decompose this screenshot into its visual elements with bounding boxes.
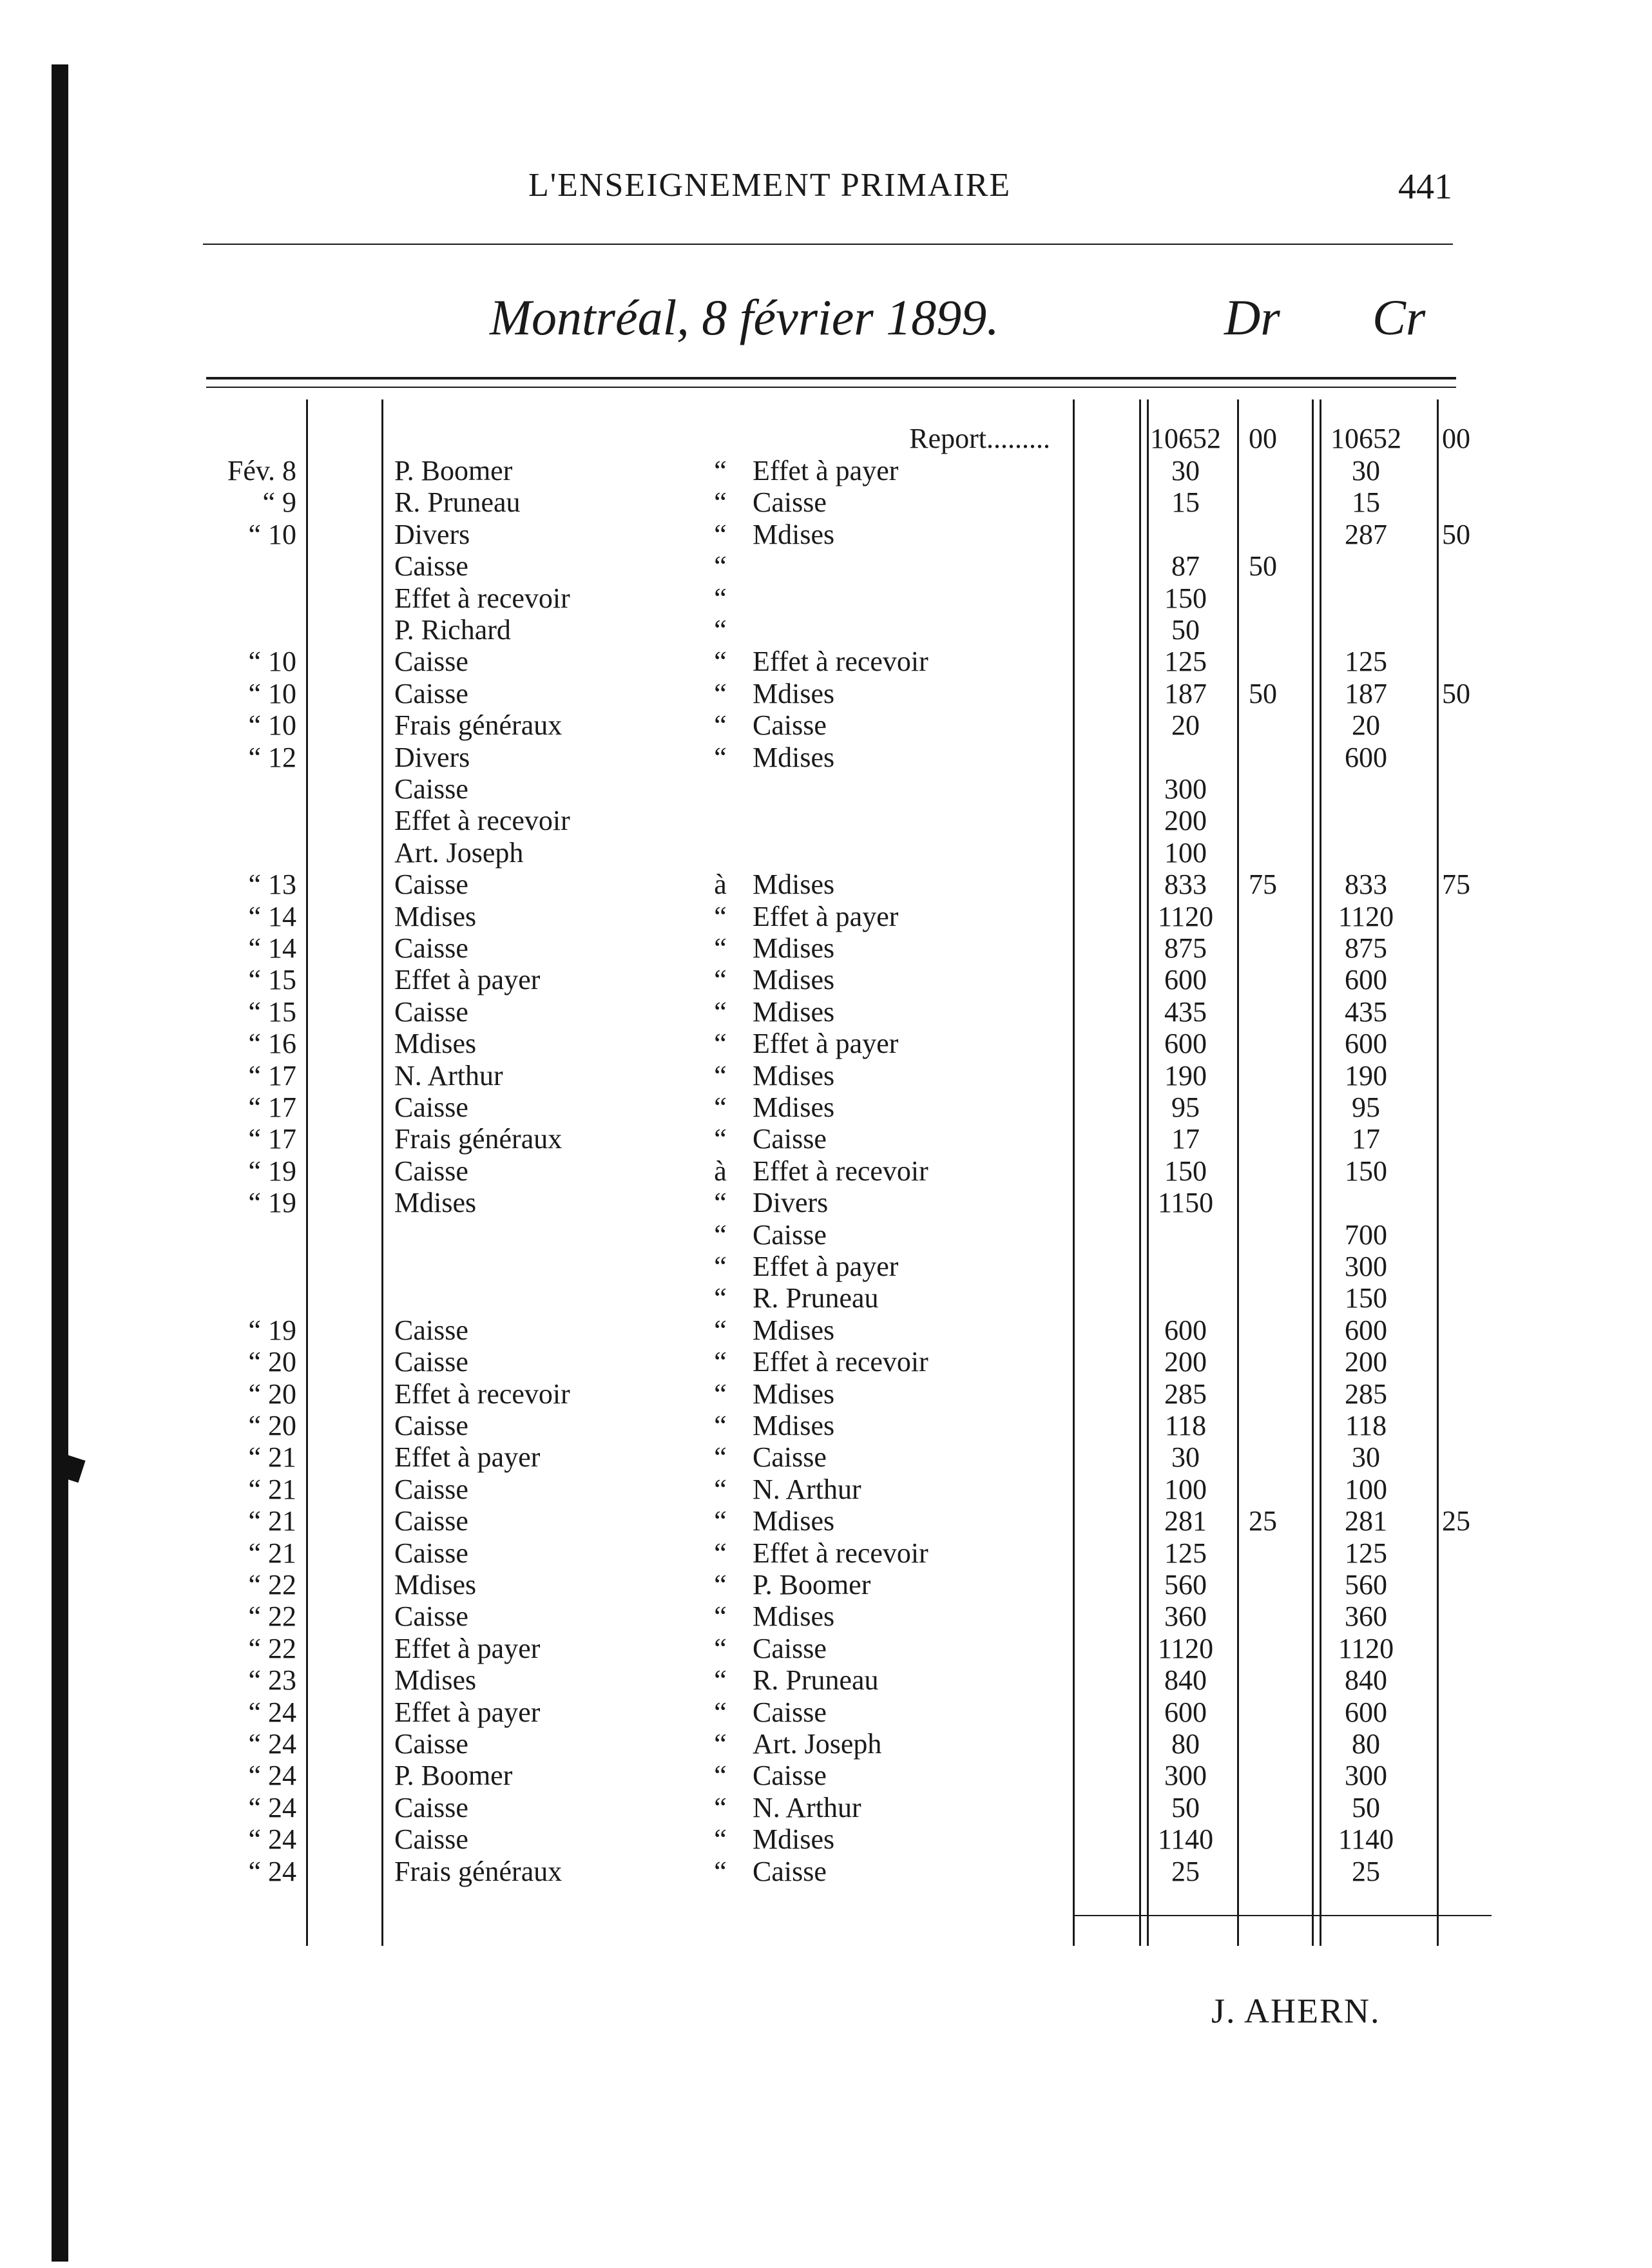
debit-account: Mdises bbox=[394, 1028, 477, 1059]
debit-amount: 25 bbox=[1171, 1856, 1200, 1887]
debit-amount: 100 bbox=[1164, 1474, 1207, 1505]
debit-amount: 50 bbox=[1171, 614, 1200, 646]
journal-title: Montréal, 8 février 1899. bbox=[490, 289, 999, 345]
credit-account: Caisse bbox=[753, 1856, 827, 1887]
credit-account: Caisse bbox=[753, 1219, 827, 1251]
credit-account: Effet à payer bbox=[753, 901, 899, 932]
debit-account: N. Arthur bbox=[394, 1060, 503, 1091]
debit-amount: 125 bbox=[1164, 1537, 1207, 1569]
entry-date: “ 22 bbox=[248, 1600, 296, 1632]
debit-account: Caisse bbox=[394, 1314, 468, 1346]
debit-amount: 15 bbox=[1171, 486, 1200, 518]
connector: “ bbox=[714, 1219, 727, 1251]
report-debit-cents: 00 bbox=[1249, 423, 1277, 454]
credit-account: Effet à payer bbox=[753, 1028, 899, 1059]
entry-date: “ 20 bbox=[248, 1410, 296, 1441]
connector: “ bbox=[714, 1569, 727, 1600]
credit-amount: 281 bbox=[1345, 1505, 1387, 1537]
entry-date: “ 23 bbox=[248, 1664, 296, 1696]
connector: “ bbox=[714, 678, 727, 709]
debit-account: Caisse bbox=[394, 1346, 468, 1378]
debit-account: Frais généraux bbox=[394, 709, 562, 741]
debit-amount: 200 bbox=[1164, 805, 1207, 836]
credit-account: Caisse bbox=[753, 486, 827, 518]
credit-account: Mdises bbox=[753, 932, 835, 964]
debit-amount: 600 bbox=[1164, 1696, 1207, 1728]
credit-cents: 50 bbox=[1442, 678, 1470, 709]
debit-amount: 560 bbox=[1164, 1569, 1207, 1600]
debit-account: Effet à recevoir bbox=[394, 805, 570, 836]
credit-amount: 1120 bbox=[1338, 901, 1394, 932]
credit-heading: Cr bbox=[1372, 289, 1426, 345]
column-rule-dr-cents bbox=[1237, 399, 1239, 1946]
credit-cents: 25 bbox=[1442, 1505, 1470, 1537]
debit-account: Mdises bbox=[394, 1664, 477, 1696]
credit-amount: 840 bbox=[1345, 1664, 1387, 1696]
entry-date: “ 24 bbox=[248, 1792, 296, 1823]
credit-account: Caisse bbox=[753, 1760, 827, 1791]
debit-cents: 75 bbox=[1249, 869, 1277, 900]
debit-account: Effet à payer bbox=[394, 1441, 541, 1473]
connector: “ bbox=[714, 1760, 727, 1791]
entry-date: “ 20 bbox=[248, 1346, 296, 1378]
connector: “ bbox=[714, 1505, 727, 1537]
credit-amount: 30 bbox=[1352, 455, 1380, 486]
entry-date: “ 9 bbox=[262, 486, 296, 518]
debit-account: Effet à payer bbox=[394, 964, 541, 995]
total-rule bbox=[1073, 1915, 1492, 1916]
connector: “ bbox=[714, 550, 727, 582]
debit-account: P. Richard bbox=[394, 614, 511, 646]
credit-account: Mdises bbox=[753, 1410, 835, 1441]
entry-date: “ 19 bbox=[248, 1187, 296, 1218]
debit-account: Caisse bbox=[394, 1091, 468, 1123]
report-label: Report......... bbox=[909, 423, 1050, 454]
debit-amount: 833 bbox=[1164, 869, 1207, 900]
entry-date: “ 24 bbox=[248, 1728, 296, 1760]
debit-account: Frais généraux bbox=[394, 1856, 562, 1887]
entry-date: “ 10 bbox=[248, 709, 296, 741]
entry-date: “ 14 bbox=[248, 932, 296, 964]
debit-account: P. Boomer bbox=[394, 455, 513, 486]
credit-account: Mdises bbox=[753, 1314, 835, 1346]
debit-amount: 95 bbox=[1171, 1091, 1200, 1123]
credit-account: Art. Joseph bbox=[753, 1728, 882, 1760]
debit-heading: Dr bbox=[1224, 289, 1280, 345]
connector: “ bbox=[714, 1696, 727, 1728]
connector: “ bbox=[714, 646, 727, 677]
entry-date: “ 17 bbox=[248, 1091, 296, 1123]
report-credit-cents: 00 bbox=[1442, 423, 1470, 454]
entry-date: “ 19 bbox=[248, 1314, 296, 1346]
debit-amount: 1120 bbox=[1157, 901, 1214, 932]
credit-amount: 30 bbox=[1352, 1441, 1380, 1473]
credit-amount: 700 bbox=[1345, 1219, 1387, 1251]
credit-amount: 187 bbox=[1345, 678, 1387, 709]
debit-account: Caisse bbox=[394, 1823, 468, 1855]
debit-account: Caisse bbox=[394, 1792, 468, 1823]
entry-date: “ 24 bbox=[248, 1823, 296, 1855]
connector: à bbox=[714, 869, 727, 900]
connector: “ bbox=[714, 519, 727, 550]
debit-account: Caisse bbox=[394, 1155, 468, 1187]
entry-date: “ 10 bbox=[248, 678, 296, 709]
credit-account: Mdises bbox=[753, 996, 835, 1028]
credit-amount: 150 bbox=[1345, 1282, 1387, 1314]
connector: “ bbox=[714, 1378, 727, 1410]
connector: “ bbox=[714, 1028, 727, 1059]
credit-account: Mdises bbox=[753, 1091, 835, 1123]
debit-amount: 50 bbox=[1171, 1792, 1200, 1823]
debit-account: Divers bbox=[394, 519, 470, 550]
credit-amount: 1140 bbox=[1338, 1823, 1394, 1855]
debit-account: Caisse bbox=[394, 932, 468, 964]
credit-amount: 1120 bbox=[1338, 1633, 1394, 1664]
signature: J. AHERN. bbox=[1211, 1992, 1381, 2030]
binding-edge bbox=[52, 64, 68, 2262]
credit-account: Mdises bbox=[753, 1823, 835, 1855]
connector: “ bbox=[714, 582, 727, 614]
report-debit-amount: 10652 bbox=[1150, 423, 1221, 454]
connector: “ bbox=[714, 1600, 727, 1632]
credit-amount: 190 bbox=[1345, 1060, 1387, 1091]
credit-amount: 875 bbox=[1345, 932, 1387, 964]
report-credit-amount: 10652 bbox=[1330, 423, 1401, 454]
entry-date: Fév. 8 bbox=[227, 455, 296, 486]
credit-amount: 300 bbox=[1345, 1760, 1387, 1791]
debit-amount: 100 bbox=[1164, 837, 1207, 869]
credit-amount: 300 bbox=[1345, 1251, 1387, 1282]
connector: “ bbox=[714, 1123, 727, 1155]
debit-amount: 435 bbox=[1164, 996, 1207, 1028]
credit-amount: 833 bbox=[1345, 869, 1387, 900]
debit-amount: 281 bbox=[1164, 1505, 1207, 1537]
debit-account: Caisse bbox=[394, 1600, 468, 1632]
connector: “ bbox=[714, 1251, 727, 1282]
entry-date: “ 17 bbox=[248, 1060, 296, 1091]
credit-amount: 200 bbox=[1345, 1346, 1387, 1378]
entry-date: “ 14 bbox=[248, 901, 296, 932]
credit-account: N. Arthur bbox=[753, 1474, 861, 1505]
connector: “ bbox=[714, 1792, 727, 1823]
debit-account: Art. Joseph bbox=[394, 837, 524, 869]
debit-amount: 87 bbox=[1171, 550, 1200, 582]
running-head: L'ENSEIGNEMENT PRIMAIRE bbox=[528, 167, 1012, 204]
debit-amount: 200 bbox=[1164, 1346, 1207, 1378]
page-number: 441 bbox=[1398, 167, 1452, 207]
credit-account: Caisse bbox=[753, 1123, 827, 1155]
credit-account: N. Arthur bbox=[753, 1792, 861, 1823]
debit-amount: 1120 bbox=[1157, 1633, 1214, 1664]
debit-account: Frais généraux bbox=[394, 1123, 562, 1155]
credit-account: Mdises bbox=[753, 519, 835, 550]
credit-account: Mdises bbox=[753, 1060, 835, 1091]
debit-amount: 600 bbox=[1164, 1028, 1207, 1059]
entry-date: “ 21 bbox=[248, 1505, 296, 1537]
debit-amount: 300 bbox=[1164, 773, 1207, 805]
column-rule-cr-left-1 bbox=[1312, 399, 1314, 1946]
column-rule-cr-cents bbox=[1437, 399, 1439, 1946]
entry-date: “ 15 bbox=[248, 996, 296, 1028]
column-rule-date bbox=[306, 399, 308, 1946]
debit-account: Caisse bbox=[394, 996, 468, 1028]
connector: “ bbox=[714, 1856, 727, 1887]
debit-account: Mdises bbox=[394, 1569, 477, 1600]
credit-amount: 600 bbox=[1345, 1314, 1387, 1346]
connector: “ bbox=[714, 614, 727, 646]
credit-account: Effet à recevoir bbox=[753, 1346, 928, 1378]
header-rule bbox=[203, 244, 1453, 245]
debit-account: Caisse bbox=[394, 1474, 468, 1505]
entry-date: “ 21 bbox=[248, 1441, 296, 1473]
connector: “ bbox=[714, 1633, 727, 1664]
credit-account: Effet à recevoir bbox=[753, 1537, 928, 1569]
entry-date: “ 17 bbox=[248, 1123, 296, 1155]
entry-date: “ 10 bbox=[248, 646, 296, 677]
connector: “ bbox=[714, 1474, 727, 1505]
credit-account: P. Boomer bbox=[753, 1569, 871, 1600]
debit-account: P. Boomer bbox=[394, 1760, 513, 1791]
entry-date: “ 16 bbox=[248, 1028, 296, 1059]
title-rule-bottom bbox=[206, 387, 1456, 388]
connector: “ bbox=[714, 996, 727, 1028]
credit-account: Caisse bbox=[753, 1633, 827, 1664]
credit-account: Caisse bbox=[753, 1696, 827, 1728]
debit-amount: 300 bbox=[1164, 1760, 1207, 1791]
debit-amount: 840 bbox=[1164, 1664, 1207, 1696]
credit-amount: 600 bbox=[1345, 1696, 1387, 1728]
column-rule-folio bbox=[381, 399, 383, 1946]
credit-amount: 150 bbox=[1345, 1155, 1387, 1187]
debit-amount: 20 bbox=[1171, 709, 1200, 741]
credit-amount: 600 bbox=[1345, 1028, 1387, 1059]
entry-date: “ 24 bbox=[248, 1856, 296, 1887]
entry-date: “ 19 bbox=[248, 1155, 296, 1187]
credit-amount: 118 bbox=[1345, 1410, 1387, 1441]
credit-amount: 285 bbox=[1345, 1378, 1387, 1410]
credit-amount: 125 bbox=[1345, 646, 1387, 677]
connector: “ bbox=[714, 1728, 727, 1760]
entry-date: “ 24 bbox=[248, 1696, 296, 1728]
credit-account: Mdises bbox=[753, 869, 835, 900]
debit-cents: 50 bbox=[1249, 678, 1277, 709]
debit-amount: 150 bbox=[1164, 582, 1207, 614]
debit-account: Effet à payer bbox=[394, 1696, 541, 1728]
connector: “ bbox=[714, 1187, 727, 1218]
credit-amount: 360 bbox=[1345, 1600, 1387, 1632]
debit-account: Effet à recevoir bbox=[394, 1378, 570, 1410]
debit-account: Mdises bbox=[394, 901, 477, 932]
entry-date: “ 21 bbox=[248, 1474, 296, 1505]
connector: “ bbox=[714, 1537, 727, 1569]
entry-date: “ 10 bbox=[248, 519, 296, 550]
debit-account: Caisse bbox=[394, 1728, 468, 1760]
credit-account: Caisse bbox=[753, 1441, 827, 1473]
credit-amount: 50 bbox=[1352, 1792, 1380, 1823]
debit-amount: 1150 bbox=[1157, 1187, 1214, 1218]
entry-date: “ 12 bbox=[248, 742, 296, 773]
credit-cents: 75 bbox=[1442, 869, 1470, 900]
connector: “ bbox=[714, 709, 727, 741]
connector: “ bbox=[714, 1282, 727, 1314]
connector: “ bbox=[714, 1441, 727, 1473]
entry-date: “ 21 bbox=[248, 1537, 296, 1569]
entry-date: “ 24 bbox=[248, 1760, 296, 1791]
credit-account: Mdises bbox=[753, 1378, 835, 1410]
debit-cents: 50 bbox=[1249, 550, 1277, 582]
connector: “ bbox=[714, 1823, 727, 1855]
debit-amount: 1140 bbox=[1157, 1823, 1214, 1855]
credit-amount: 600 bbox=[1345, 742, 1387, 773]
debit-amount: 17 bbox=[1171, 1123, 1200, 1155]
debit-account: Caisse bbox=[394, 1537, 468, 1569]
entry-date: “ 22 bbox=[248, 1633, 296, 1664]
debit-amount: 150 bbox=[1164, 1155, 1207, 1187]
connector: “ bbox=[714, 1664, 727, 1696]
credit-account: Caisse bbox=[753, 709, 827, 741]
credit-account: R. Pruneau bbox=[753, 1282, 879, 1314]
credit-amount: 20 bbox=[1352, 709, 1380, 741]
credit-amount: 287 bbox=[1345, 519, 1387, 550]
entry-date: “ 13 bbox=[248, 869, 296, 900]
connector: “ bbox=[714, 486, 727, 518]
column-rule-text bbox=[1073, 399, 1075, 1946]
title-rule-top bbox=[206, 377, 1456, 380]
credit-amount: 560 bbox=[1345, 1569, 1387, 1600]
credit-account: Mdises bbox=[753, 678, 835, 709]
credit-account: Mdises bbox=[753, 964, 835, 995]
credit-amount: 25 bbox=[1352, 1856, 1380, 1887]
connector: “ bbox=[714, 455, 727, 486]
debit-account: Divers bbox=[394, 742, 470, 773]
credit-account: Effet à recevoir bbox=[753, 646, 928, 677]
connector: “ bbox=[714, 964, 727, 995]
debit-amount: 600 bbox=[1164, 1314, 1207, 1346]
debit-account: Mdises bbox=[394, 1187, 477, 1218]
debit-account: Effet à recevoir bbox=[394, 582, 570, 614]
credit-amount: 17 bbox=[1352, 1123, 1380, 1155]
debit-account: R. Pruneau bbox=[394, 486, 521, 518]
credit-account: Mdises bbox=[753, 1505, 835, 1537]
debit-amount: 30 bbox=[1171, 1441, 1200, 1473]
credit-amount: 100 bbox=[1345, 1474, 1387, 1505]
debit-account: Caisse bbox=[394, 1410, 468, 1441]
credit-amount: 80 bbox=[1352, 1728, 1380, 1760]
connector: “ bbox=[714, 901, 727, 932]
entry-date: “ 15 bbox=[248, 964, 296, 995]
debit-amount: 187 bbox=[1164, 678, 1207, 709]
debit-account: Caisse bbox=[394, 678, 468, 709]
credit-account: R. Pruneau bbox=[753, 1664, 879, 1696]
credit-account: Effet à payer bbox=[753, 455, 899, 486]
credit-cents: 50 bbox=[1442, 519, 1470, 550]
credit-account: Divers bbox=[753, 1187, 829, 1218]
debit-account: Caisse bbox=[394, 646, 468, 677]
debit-account: Caisse bbox=[394, 869, 468, 900]
credit-amount: 95 bbox=[1352, 1091, 1380, 1123]
debit-amount: 600 bbox=[1164, 964, 1207, 995]
credit-amount: 125 bbox=[1345, 1537, 1387, 1569]
connector: “ bbox=[714, 1060, 727, 1091]
debit-amount: 875 bbox=[1164, 932, 1207, 964]
connector: “ bbox=[714, 1091, 727, 1123]
debit-amount: 125 bbox=[1164, 646, 1207, 677]
debit-amount: 285 bbox=[1164, 1378, 1207, 1410]
credit-account: Effet à recevoir bbox=[753, 1155, 928, 1187]
credit-amount: 435 bbox=[1345, 996, 1387, 1028]
entry-date: “ 22 bbox=[248, 1569, 296, 1600]
debit-amount: 190 bbox=[1164, 1060, 1207, 1091]
connector: “ bbox=[714, 932, 727, 964]
connector: à bbox=[714, 1155, 727, 1187]
debit-account: Caisse bbox=[394, 550, 468, 582]
debit-account: Caisse bbox=[394, 1505, 468, 1537]
entry-date: “ 20 bbox=[248, 1378, 296, 1410]
connector: “ bbox=[714, 742, 727, 773]
connector: “ bbox=[714, 1314, 727, 1346]
credit-amount: 600 bbox=[1345, 964, 1387, 995]
debit-account: Effet à payer bbox=[394, 1633, 541, 1664]
connector: “ bbox=[714, 1410, 727, 1441]
debit-amount: 80 bbox=[1171, 1728, 1200, 1760]
debit-amount: 118 bbox=[1164, 1410, 1207, 1441]
connector: “ bbox=[714, 1346, 727, 1378]
credit-account: Mdises bbox=[753, 1600, 835, 1632]
credit-account: Effet à payer bbox=[753, 1251, 899, 1282]
debit-amount: 360 bbox=[1164, 1600, 1207, 1632]
credit-account: Mdises bbox=[753, 742, 835, 773]
credit-amount: 15 bbox=[1352, 486, 1380, 518]
debit-account: Caisse bbox=[394, 773, 468, 805]
debit-amount: 30 bbox=[1171, 455, 1200, 486]
debit-cents: 25 bbox=[1249, 1505, 1277, 1537]
